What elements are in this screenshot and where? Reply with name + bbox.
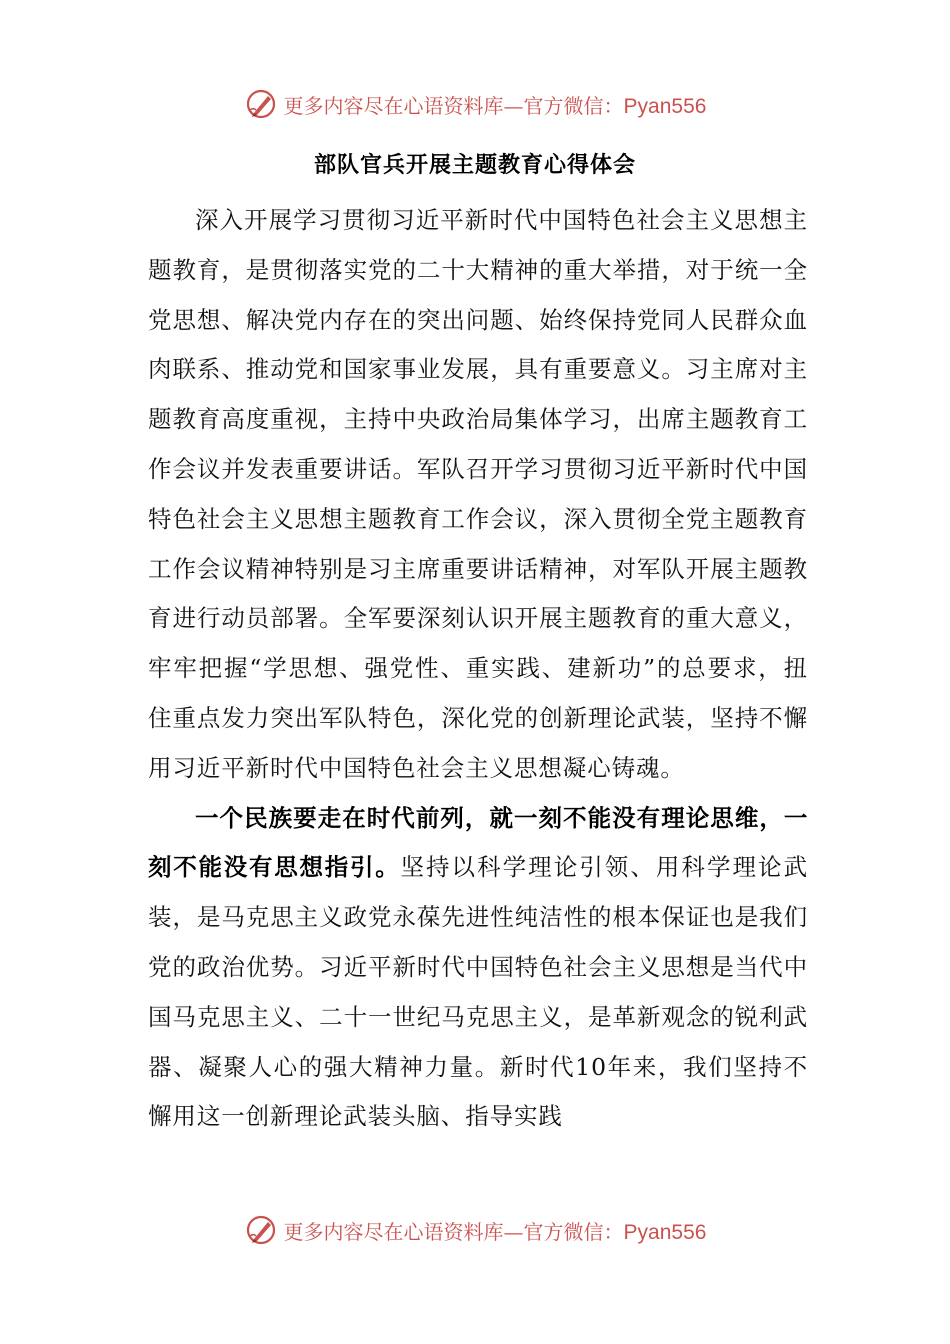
paragraph-2: [148, 794, 808, 1143]
document-body: [148, 196, 808, 1142]
watermark-caption: 更多内容尽在心语资料库—官方微信：: [283, 93, 624, 118]
footer-watermark: [0, 1210, 950, 1250]
pen-in-circle-logo-icon: [244, 1213, 278, 1247]
watermark-handle: Pyan556: [623, 94, 707, 118]
header-watermark: [0, 84, 950, 124]
pen-in-circle-logo-icon: [244, 87, 278, 121]
paragraph-1: 深入开展学习贯彻习近平新时代中国特色社会主义思想主题教育，是贯彻落实党的二十大精神的重大举措，对于统一全党思想、解决党内存在的突出问题、始终保持党同人民群众血肉联系、推动党和国家事业发展，具有重要意义。习主席对主题教育高度重视，主持中央政治局集体学习，出席主题教育工作会议并发表重要讲话。军队召开学习贯彻习近平新时代中国特色社会主义思想主题教育工作会议，深入贯彻全党主题教育工作会议精神特别是习主席重要讲话精神，对军队开展主题教育进行动员部署。全军要深刻认识开展主题教育的重大意义，牢牢把握“学思想、强党性、重实践、建新功”的总要求，扭住重点发力突出军队特色，深化党的创新理论武装，坚持不懈用习近平新时代中国特色社会主义思想凝心铸魂。: [148, 206, 808, 782]
paragraph-2-lead: 一个民族要走在时代前列，就一刻不能没有理论思维，一刻不能没有思想指引。: [148, 803, 808, 882]
watermark-caption: 更多内容尽在心语资料库—官方微信：: [283, 1219, 624, 1244]
paragraph-2-rest: 坚持以科学理论引领、用科学理论武装，是马克思主义政党永葆先进性纯洁性的根本保证也是我们党的政治优势。习近平新时代中国特色社会主义思想是当代中国马克思主义、二十一世纪马克思主义，是革新观念的锐利武器、凝聚人心的强大精神力量。新时代10年来，我们坚持不懈用这一创新理论武装头脑、指导实践: [148, 853, 808, 1131]
document-title: 部队官兵开展主题教育心得体会: [313, 153, 636, 178]
watermark-text: [284, 1216, 707, 1245]
watermark-handle: Pyan556: [623, 1220, 707, 1244]
watermark-text: [284, 90, 707, 119]
